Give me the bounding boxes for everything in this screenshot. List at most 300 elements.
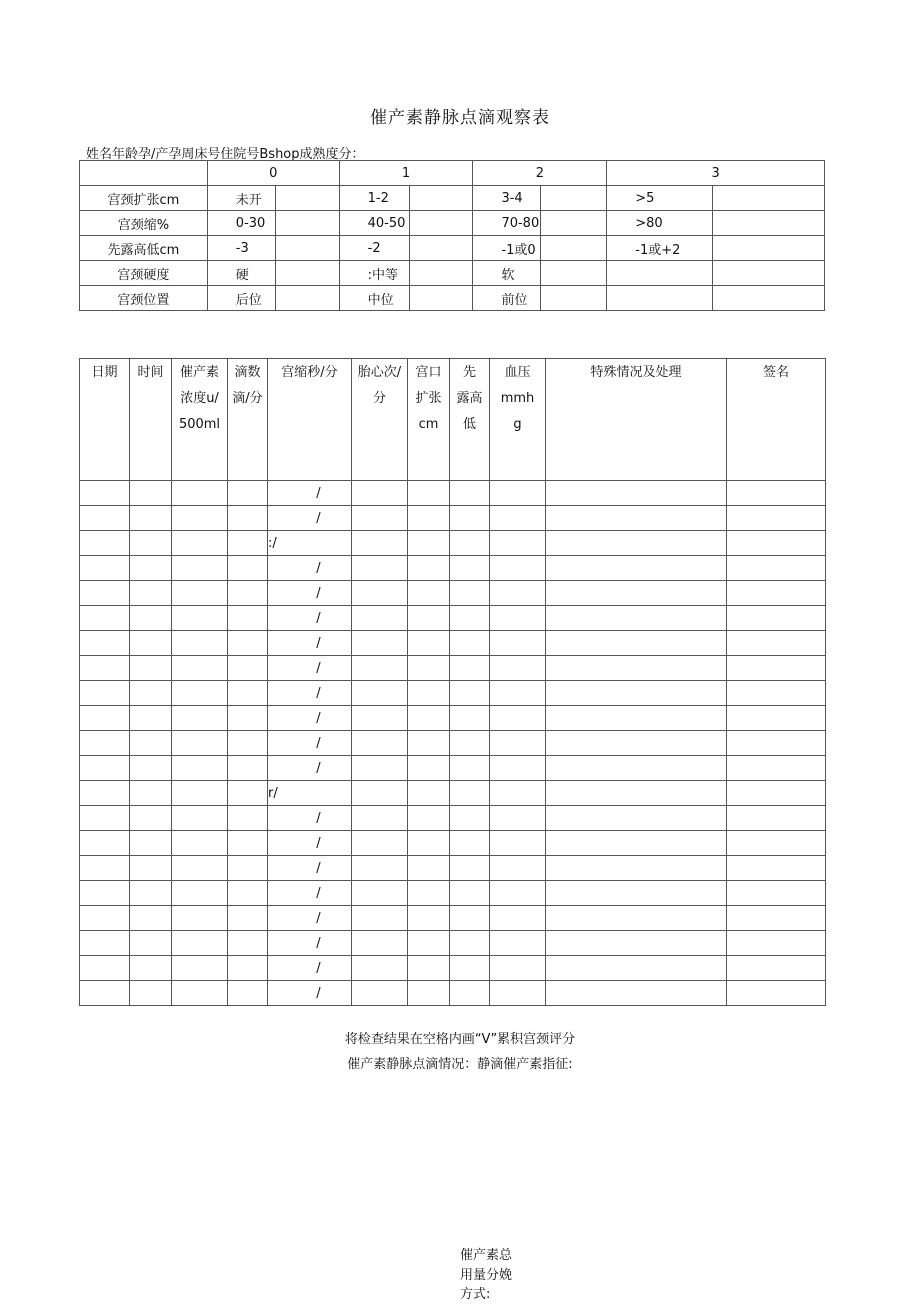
observation-column-header: 滴数 滴/分	[228, 359, 268, 481]
observation-entry-cell[interactable]	[490, 831, 546, 856]
observation-entry-cell[interactable]	[352, 756, 408, 781]
observation-entry-cell[interactable]	[172, 581, 228, 606]
observation-entry-cell[interactable]	[546, 481, 727, 506]
observation-entry-cell[interactable]	[546, 906, 727, 931]
observation-entry-cell[interactable]	[490, 681, 546, 706]
observation-entry-cell[interactable]	[408, 531, 450, 556]
observation-entry-cell[interactable]	[172, 806, 228, 831]
bishop-criterion-value: 0-30	[207, 211, 275, 236]
observation-entry-cell[interactable]	[80, 906, 130, 931]
bishop-row-label: 宫颈硬度	[80, 261, 208, 286]
observation-entry-cell[interactable]	[408, 506, 450, 531]
observation-entry-cell[interactable]	[546, 656, 727, 681]
observation-entry-cell[interactable]	[450, 881, 490, 906]
contraction-entry-cell[interactable]: /	[268, 981, 352, 1006]
contraction-entry-cell[interactable]: /	[268, 756, 352, 781]
observation-entry-cell[interactable]	[130, 806, 172, 831]
observation-entry-cell[interactable]	[80, 556, 130, 581]
observation-entry-cell[interactable]	[172, 706, 228, 731]
observation-entry-cell[interactable]	[172, 531, 228, 556]
bishop-row	[80, 286, 825, 311]
observation-entry-cell[interactable]	[408, 656, 450, 681]
observation-entry-cell[interactable]	[408, 481, 450, 506]
observation-entry-cell[interactable]	[450, 831, 490, 856]
observation-entry-cell[interactable]	[352, 681, 408, 706]
contraction-entry-cell[interactable]: /	[268, 681, 352, 706]
observation-entry-cell[interactable]	[546, 531, 727, 556]
observation-entry-cell[interactable]	[228, 981, 268, 1006]
observation-entry-cell[interactable]	[130, 681, 172, 706]
observation-entry-cell[interactable]	[228, 481, 268, 506]
observation-entry-cell[interactable]	[352, 856, 408, 881]
observation-entry-cell[interactable]	[450, 856, 490, 881]
bishop-criterion-value: >5	[607, 186, 713, 211]
bishop-check-cell[interactable]	[275, 186, 339, 211]
bishop-check-cell[interactable]	[713, 261, 825, 286]
observation-entry-cell[interactable]	[408, 581, 450, 606]
bottom-line: 用量分娩	[460, 1267, 513, 1283]
observation-entry-cell[interactable]	[352, 731, 408, 756]
observation-entry-cell[interactable]	[450, 956, 490, 981]
observation-entry-cell[interactable]	[546, 931, 727, 956]
observation-entry-cell[interactable]	[546, 606, 727, 631]
observation-header-row	[80, 359, 826, 481]
observation-entry-cell[interactable]	[546, 556, 727, 581]
contraction-entry-cell[interactable]: /	[268, 931, 352, 956]
observation-entry-cell[interactable]	[130, 881, 172, 906]
observation-entry-cell[interactable]	[408, 906, 450, 931]
observation-entry-cell[interactable]	[450, 931, 490, 956]
observation-entry-cell[interactable]	[172, 756, 228, 781]
contraction-entry-cell[interactable]: /	[268, 806, 352, 831]
contraction-entry-cell[interactable]: /	[268, 731, 352, 756]
observation-entry-cell[interactable]	[546, 756, 727, 781]
observation-entry-cell[interactable]	[228, 781, 268, 806]
observation-entry-cell[interactable]	[727, 931, 826, 956]
contraction-entry-cell[interactable]: :/	[268, 531, 352, 556]
observation-entry-cell[interactable]	[727, 531, 826, 556]
observation-entry-cell[interactable]	[80, 481, 130, 506]
observation-entry-cell[interactable]	[130, 706, 172, 731]
observation-entry-cell[interactable]	[727, 981, 826, 1006]
observation-entry-cell[interactable]	[352, 956, 408, 981]
observation-entry-cell[interactable]	[490, 506, 546, 531]
contraction-entry-cell[interactable]: /	[268, 956, 352, 981]
observation-entry-cell[interactable]	[408, 681, 450, 706]
observation-row	[80, 881, 826, 906]
observation-entry-cell[interactable]	[172, 631, 228, 656]
bishop-check-cell[interactable]	[275, 261, 339, 286]
observation-table	[79, 358, 826, 1006]
observation-entry-cell[interactable]	[80, 881, 130, 906]
observation-entry-cell[interactable]	[490, 481, 546, 506]
observation-entry-cell[interactable]	[228, 731, 268, 756]
observation-entry-cell[interactable]	[490, 656, 546, 681]
observation-entry-cell[interactable]	[408, 931, 450, 956]
observation-entry-cell[interactable]	[450, 631, 490, 656]
contraction-entry-cell[interactable]: /	[268, 881, 352, 906]
observation-entry-cell[interactable]	[352, 906, 408, 931]
observation-entry-cell[interactable]	[130, 631, 172, 656]
observation-entry-cell[interactable]	[80, 981, 130, 1006]
observation-entry-cell[interactable]	[80, 656, 130, 681]
observation-entry-cell[interactable]	[228, 506, 268, 531]
observation-row	[80, 581, 826, 606]
observation-entry-cell[interactable]	[172, 881, 228, 906]
drip-status-note: 催产素静脉点滴情况：静滴催产素指征:	[347, 1057, 573, 1072]
observation-entry-cell[interactable]	[80, 956, 130, 981]
observation-entry-cell[interactable]	[228, 956, 268, 981]
observation-entry-cell[interactable]	[727, 906, 826, 931]
observation-entry-cell[interactable]	[228, 681, 268, 706]
score-header: 1	[339, 161, 473, 186]
observation-entry-cell[interactable]	[130, 481, 172, 506]
observation-entry-cell[interactable]	[408, 881, 450, 906]
observation-entry-cell[interactable]	[450, 581, 490, 606]
observation-row	[80, 731, 826, 756]
bishop-check-cell[interactable]	[541, 211, 607, 236]
observation-entry-cell[interactable]	[727, 481, 826, 506]
observation-entry-cell[interactable]	[352, 531, 408, 556]
bishop-check-cell[interactable]	[409, 261, 473, 286]
contraction-entry-cell[interactable]: /	[268, 606, 352, 631]
observation-entry-cell[interactable]	[450, 806, 490, 831]
contraction-entry-cell[interactable]: /	[268, 631, 352, 656]
bishop-criterion-value: :中等	[339, 261, 409, 286]
observation-entry-cell[interactable]	[80, 681, 130, 706]
bishop-criterion-value	[607, 286, 713, 311]
observation-entry-cell[interactable]	[546, 681, 727, 706]
observation-entry-cell[interactable]	[352, 781, 408, 806]
observation-entry-cell[interactable]	[450, 606, 490, 631]
observation-entry-cell[interactable]	[228, 856, 268, 881]
bottom-line: 方式:	[460, 1287, 491, 1302]
observation-entry-cell[interactable]	[80, 731, 130, 756]
observation-entry-cell[interactable]	[228, 556, 268, 581]
bishop-check-cell[interactable]	[541, 236, 607, 261]
observation-entry-cell[interactable]	[490, 881, 546, 906]
observation-entry-cell[interactable]	[172, 831, 228, 856]
bishop-check-cell[interactable]	[713, 186, 825, 211]
bishop-criterion-value: 后位	[207, 286, 275, 311]
observation-entry-cell[interactable]	[727, 506, 826, 531]
contraction-entry-cell[interactable]: /	[268, 481, 352, 506]
observation-entry-cell[interactable]	[727, 956, 826, 981]
observation-entry-cell[interactable]	[130, 581, 172, 606]
observation-entry-cell[interactable]	[727, 731, 826, 756]
observation-entry-cell[interactable]	[546, 506, 727, 531]
observation-entry-cell[interactable]	[546, 581, 727, 606]
bishop-row-label: 先露高低cm	[80, 236, 208, 261]
bishop-check-cell[interactable]	[713, 286, 825, 311]
score-header: 3	[607, 161, 825, 186]
observation-entry-cell[interactable]	[228, 906, 268, 931]
observation-entry-cell[interactable]	[490, 856, 546, 881]
observation-entry-cell[interactable]	[546, 631, 727, 656]
observation-entry-cell[interactable]	[450, 756, 490, 781]
observation-entry-cell[interactable]	[727, 881, 826, 906]
observation-entry-cell[interactable]	[546, 956, 727, 981]
observation-entry-cell[interactable]	[408, 631, 450, 656]
observation-entry-cell[interactable]	[450, 556, 490, 581]
observation-entry-cell[interactable]	[130, 831, 172, 856]
observation-entry-cell[interactable]	[172, 906, 228, 931]
observation-entry-cell[interactable]	[408, 856, 450, 881]
observation-entry-cell[interactable]	[130, 606, 172, 631]
bishop-criterion-value: 未开	[207, 186, 275, 211]
observation-entry-cell[interactable]	[352, 881, 408, 906]
observation-entry-cell[interactable]	[408, 706, 450, 731]
patient-info-line: 姓名年龄孕/产孕周床号住院号Bshop成熟度分：	[86, 147, 365, 162]
observation-entry-cell[interactable]	[408, 781, 450, 806]
bishop-check-cell[interactable]	[409, 286, 473, 311]
observation-entry-cell[interactable]	[172, 856, 228, 881]
observation-entry-cell[interactable]	[352, 506, 408, 531]
observation-entry-cell[interactable]	[352, 581, 408, 606]
observation-entry-cell[interactable]	[172, 656, 228, 681]
observation-entry-cell[interactable]	[727, 806, 826, 831]
contraction-entry-cell[interactable]: r/	[268, 781, 352, 806]
observation-entry-cell[interactable]	[80, 856, 130, 881]
observation-entry-cell[interactable]	[130, 956, 172, 981]
observation-column-header: 宫缩秒/分	[268, 359, 352, 481]
observation-row	[80, 756, 826, 781]
observation-entry-cell[interactable]	[228, 931, 268, 956]
observation-entry-cell[interactable]	[490, 631, 546, 656]
observation-entry-cell[interactable]	[490, 806, 546, 831]
observation-row	[80, 631, 826, 656]
observation-entry-cell[interactable]	[228, 606, 268, 631]
observation-entry-cell[interactable]	[490, 781, 546, 806]
observation-entry-cell[interactable]	[80, 531, 130, 556]
bishop-criterion-value: 40-50	[339, 211, 409, 236]
observation-entry-cell[interactable]	[228, 706, 268, 731]
bishop-criterion-value: 硬	[207, 261, 275, 286]
contraction-entry-cell[interactable]: /	[268, 506, 352, 531]
observation-entry-cell[interactable]	[490, 931, 546, 956]
observation-entry-cell[interactable]	[352, 606, 408, 631]
observation-row	[80, 681, 826, 706]
observation-row	[80, 706, 826, 731]
observation-entry-cell[interactable]	[80, 781, 130, 806]
observation-entry-cell[interactable]	[228, 831, 268, 856]
observation-entry-cell[interactable]	[172, 956, 228, 981]
observation-entry-cell[interactable]	[352, 481, 408, 506]
observation-entry-cell[interactable]	[727, 556, 826, 581]
observation-entry-cell[interactable]	[546, 806, 727, 831]
bishop-check-cell[interactable]	[713, 236, 825, 261]
observation-entry-cell[interactable]	[490, 906, 546, 931]
observation-entry-cell[interactable]	[490, 706, 546, 731]
observation-entry-cell[interactable]	[80, 581, 130, 606]
observation-entry-cell[interactable]	[490, 981, 546, 1006]
observation-entry-cell[interactable]	[727, 606, 826, 631]
observation-entry-cell[interactable]	[408, 556, 450, 581]
observation-entry-cell[interactable]	[228, 581, 268, 606]
observation-entry-cell[interactable]	[727, 756, 826, 781]
observation-entry-cell[interactable]	[450, 981, 490, 1006]
observation-entry-cell[interactable]	[408, 981, 450, 1006]
observation-entry-cell[interactable]	[228, 656, 268, 681]
observation-entry-cell[interactable]	[130, 781, 172, 806]
bishop-row	[80, 186, 825, 211]
observation-row	[80, 931, 826, 956]
observation-entry-cell[interactable]	[408, 731, 450, 756]
observation-entry-cell[interactable]	[172, 606, 228, 631]
bishop-check-cell[interactable]	[541, 261, 607, 286]
observation-entry-cell[interactable]	[408, 806, 450, 831]
observation-entry-cell[interactable]	[352, 656, 408, 681]
observation-entry-cell[interactable]	[80, 606, 130, 631]
observation-entry-cell[interactable]	[172, 681, 228, 706]
observation-entry-cell[interactable]	[80, 756, 130, 781]
observation-row	[80, 856, 826, 881]
bishop-criterion-value: 70-80	[473, 211, 541, 236]
observation-entry-cell[interactable]	[130, 856, 172, 881]
observation-entry-cell[interactable]	[546, 706, 727, 731]
observation-entry-cell[interactable]	[172, 481, 228, 506]
bishop-check-cell[interactable]	[409, 236, 473, 261]
bishop-check-cell[interactable]	[541, 286, 607, 311]
observation-entry-cell[interactable]	[172, 556, 228, 581]
contraction-entry-cell[interactable]: /	[268, 656, 352, 681]
observation-entry-cell[interactable]	[408, 756, 450, 781]
observation-entry-cell[interactable]	[450, 656, 490, 681]
observation-row	[80, 981, 826, 1006]
observation-entry-cell[interactable]	[228, 881, 268, 906]
observation-entry-cell[interactable]	[130, 906, 172, 931]
observation-entry-cell[interactable]	[130, 981, 172, 1006]
observation-entry-cell[interactable]	[490, 556, 546, 581]
observation-entry-cell[interactable]	[80, 506, 130, 531]
contraction-entry-cell[interactable]: /	[268, 556, 352, 581]
bishop-score-table	[79, 160, 825, 311]
observation-row	[80, 806, 826, 831]
observation-entry-cell[interactable]	[450, 906, 490, 931]
observation-entry-cell[interactable]	[490, 731, 546, 756]
observation-entry-cell[interactable]	[727, 831, 826, 856]
observation-column-header: 胎心次/ 分	[352, 359, 408, 481]
observation-entry-cell[interactable]	[450, 706, 490, 731]
scoring-note: 将检查结果在空格内画“V”累积宫颈评分	[344, 1032, 576, 1047]
observation-entry-cell[interactable]	[80, 806, 130, 831]
observation-entry-cell[interactable]	[352, 931, 408, 956]
observation-entry-cell[interactable]	[727, 706, 826, 731]
observation-entry-cell[interactable]	[408, 831, 450, 856]
observation-entry-cell[interactable]	[80, 631, 130, 656]
observation-entry-cell[interactable]	[228, 531, 268, 556]
observation-entry-cell[interactable]	[546, 881, 727, 906]
observation-entry-cell[interactable]	[450, 781, 490, 806]
observation-row	[80, 531, 826, 556]
observation-entry-cell[interactable]	[352, 706, 408, 731]
bishop-check-cell[interactable]	[713, 211, 825, 236]
bishop-criterion-value: 中位	[339, 286, 409, 311]
bishop-header-row	[80, 161, 825, 186]
observation-entry-cell[interactable]	[80, 931, 130, 956]
bishop-check-cell[interactable]	[275, 211, 339, 236]
observation-row	[80, 956, 826, 981]
observation-row	[80, 556, 826, 581]
bishop-corner-cell	[80, 161, 208, 186]
observation-entry-cell[interactable]	[408, 606, 450, 631]
observation-entry-cell[interactable]	[228, 756, 268, 781]
observation-row	[80, 906, 826, 931]
observation-entry-cell[interactable]	[130, 556, 172, 581]
observation-entry-cell[interactable]	[130, 931, 172, 956]
observation-entry-cell[interactable]	[450, 506, 490, 531]
observation-entry-cell[interactable]	[450, 481, 490, 506]
observation-entry-cell[interactable]	[228, 806, 268, 831]
observation-entry-cell[interactable]	[727, 656, 826, 681]
observation-entry-cell[interactable]	[352, 631, 408, 656]
observation-entry-cell[interactable]	[352, 806, 408, 831]
observation-entry-cell[interactable]	[80, 831, 130, 856]
observation-entry-cell[interactable]	[727, 631, 826, 656]
observation-entry-cell[interactable]	[172, 981, 228, 1006]
observation-entry-cell[interactable]	[546, 831, 727, 856]
observation-entry-cell[interactable]	[490, 756, 546, 781]
contraction-entry-cell[interactable]: /	[268, 706, 352, 731]
observation-entry-cell[interactable]	[546, 781, 727, 806]
observation-entry-cell[interactable]	[450, 731, 490, 756]
observation-entry-cell[interactable]	[172, 731, 228, 756]
observation-entry-cell[interactable]	[130, 506, 172, 531]
observation-entry-cell[interactable]	[727, 781, 826, 806]
contraction-entry-cell[interactable]: /	[268, 581, 352, 606]
bishop-check-cell[interactable]	[541, 186, 607, 211]
observation-entry-cell[interactable]	[490, 581, 546, 606]
page-title: 催产素静脉点滴观察表	[370, 108, 550, 128]
observation-column-header: 血压 mmh g	[490, 359, 546, 481]
observation-entry-cell[interactable]	[228, 631, 268, 656]
observation-entry-cell[interactable]	[352, 831, 408, 856]
observation-entry-cell[interactable]	[490, 956, 546, 981]
score-header: 2	[473, 161, 607, 186]
observation-entry-cell[interactable]	[450, 681, 490, 706]
observation-entry-cell[interactable]	[80, 706, 130, 731]
observation-entry-cell[interactable]	[727, 681, 826, 706]
observation-entry-cell[interactable]	[408, 956, 450, 981]
observation-entry-cell[interactable]	[727, 581, 826, 606]
observation-entry-cell[interactable]	[172, 931, 228, 956]
observation-entry-cell[interactable]	[352, 981, 408, 1006]
contraction-entry-cell[interactable]: /	[268, 831, 352, 856]
contraction-entry-cell[interactable]: /	[268, 906, 352, 931]
observation-entry-cell[interactable]	[490, 606, 546, 631]
bishop-row	[80, 261, 825, 286]
observation-entry-cell[interactable]	[490, 531, 546, 556]
observation-entry-cell[interactable]	[130, 531, 172, 556]
bishop-check-cell[interactable]	[409, 186, 473, 211]
observation-entry-cell[interactable]	[172, 506, 228, 531]
observation-entry-cell[interactable]	[130, 656, 172, 681]
observation-row	[80, 781, 826, 806]
observation-entry-cell[interactable]	[172, 781, 228, 806]
bishop-check-cell[interactable]	[275, 286, 339, 311]
bishop-check-cell[interactable]	[409, 211, 473, 236]
observation-entry-cell[interactable]	[130, 731, 172, 756]
observation-entry-cell[interactable]	[727, 856, 826, 881]
observation-entry-cell[interactable]	[546, 856, 727, 881]
contraction-entry-cell[interactable]: /	[268, 856, 352, 881]
observation-entry-cell[interactable]	[130, 756, 172, 781]
observation-entry-cell[interactable]	[450, 531, 490, 556]
bishop-check-cell[interactable]	[275, 236, 339, 261]
observation-entry-cell[interactable]	[352, 556, 408, 581]
observation-entry-cell[interactable]	[546, 981, 727, 1006]
observation-entry-cell[interactable]	[546, 731, 727, 756]
